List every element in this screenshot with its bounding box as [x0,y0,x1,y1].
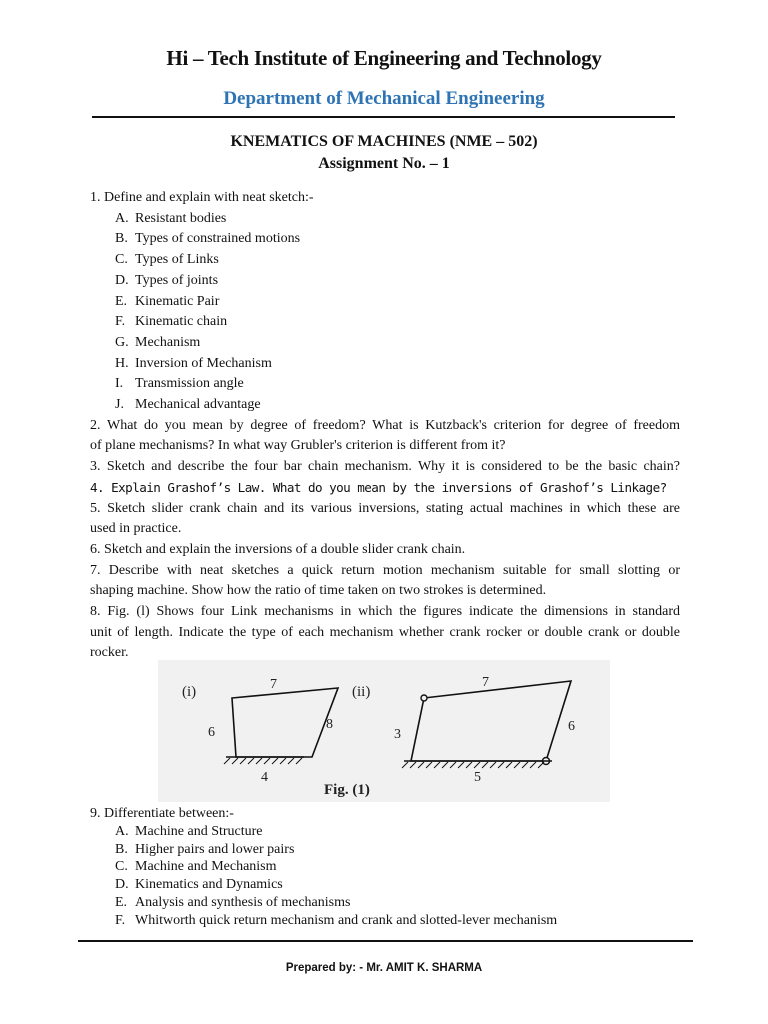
institute-title: Hi – Tech Institute of Engineering and Technology [166,46,602,70]
item-text: Analysis and synthesis of mechanisms [135,894,351,910]
question-7-line-2: shaping machine. Show how the ratio of time taken on two strokes is determined. [90,583,547,599]
question-list [90,188,680,664]
item-letter: I. [115,376,124,392]
item-text: Whitworth quick return mechanism and crank and slotted-lever mechanism [135,912,558,928]
q9-item-f [90,912,680,930]
question-5-line-2: used in practice. [90,521,182,537]
question-6: 6. Sketch and explain the inversions of a double slider crank chain. [90,541,466,557]
item-letter: B. [115,231,128,247]
q1-item-i [90,374,680,395]
item-letter: D. [115,877,129,893]
question-2-line-2: of plane mechanisms? In what way Grubler's criterion is different from it? [90,438,506,454]
q1-item-e [90,292,680,313]
item-letter: E. [115,293,128,309]
q9-item-c [90,858,680,876]
question-5-line-1: 5. Sketch slider crank chain and its various inversions, stating actual machines in which these are [90,500,680,516]
mechanism-ii-pivot [421,695,427,701]
q1-item-g [90,333,680,354]
q1-item-f [90,312,680,333]
prepared-by: Prepared by: - Mr. AMIT K. SHARMA [285,962,483,974]
mechanism-i-top-length: 7 [270,677,277,692]
item-text: Resistant bodies [135,210,227,226]
question-7-line-1: 7. Describe with neat sketches a quick return motion mechanism suitable for small slotting or [90,562,680,578]
q9-item-b [90,841,680,859]
item-letter: G. [115,334,129,350]
figure-label-ii: (ii) [352,684,371,700]
figure-label-i: (i) [182,684,197,700]
mechanism-i-left-length: 6 [208,725,215,740]
item-text: Mechanical advantage [135,397,261,413]
question-2-line-1: 2. What do you mean by degree of freedom? What is Kutzback's criterion for degree of freedom [90,417,680,433]
item-letter: F. [115,912,126,928]
mechanism-i-bottom-length: 4 [261,770,268,785]
item-letter: E. [115,894,128,910]
item-letter: J. [115,397,124,413]
item-text: Higher pairs and lower pairs [135,841,295,857]
item-letter: D. [115,272,129,288]
question-4: 4. Explain Grashof’s Law. What do you mean by the inversions of Grashof’s Linkage? [90,479,667,495]
q1-item-c [90,250,680,271]
question-8-line-3: rocker. [90,645,129,661]
item-text: Types of joints [135,272,219,288]
figure-caption: Fig. (1) [324,782,370,798]
item-text: Kinematics and Dynamics [135,877,283,893]
item-text: Inversion of Mechanism [135,355,272,371]
item-text: Types of constrained motions [135,231,301,247]
mechanism-ii-bottom-length: 5 [474,770,481,785]
item-text: Machine and Structure [135,824,263,839]
four-link-mechanism-figure [158,660,610,802]
q1-item-a [90,209,680,230]
course-title: KNEMATICS OF MACHINES (NME – 502) [230,133,538,150]
item-text: Machine and Mechanism [135,859,277,875]
item-letter: H. [115,355,129,371]
q1-item-b [90,229,680,250]
mechanism-ii-left-length: 3 [394,727,401,742]
q9-item-a [90,823,680,841]
mechanism-i-right-length: 8 [326,717,333,732]
department-title: Department of Mechanical Engineering [223,88,545,109]
footer-divider [78,940,693,942]
item-text: Mechanism [135,334,201,350]
q9-item-e [90,894,680,912]
item-text: Types of Links [135,252,219,268]
item-text: Kinematic Pair [135,293,220,309]
item-letter: B. [115,841,128,857]
mechanism-i-hatching [224,758,302,764]
q9-item-d [90,876,680,894]
question-9-text: 9. Differentiate between:- [90,806,234,821]
question-1: 1. Define and explain with neat sketch:- [90,190,314,205]
mechanism-ii-right-length: 6 [568,719,575,734]
q1-item-j [90,395,680,416]
q1-item-h [90,354,680,375]
question-9 [90,804,680,929]
item-letter: A. [115,824,129,839]
item-letter: C. [115,252,128,268]
mechanism-ii-top-length: 7 [482,675,489,690]
item-text: Transmission angle [135,376,244,392]
question-8-line-2: unit of length. Indicate the type of each mechanism whether crank rocker or double crank or double [90,624,680,640]
item-letter: C. [115,859,128,875]
header-divider [92,116,675,118]
assignment-number: Assignment No. – 1 [318,155,450,172]
item-letter: A. [115,210,129,226]
mechanism-ii-hatching [402,762,544,768]
question-8-line-1: 8. Fig. (l) Shows four Link mechanisms in which the figures indicate the dimensions in standard [90,604,680,620]
q1-item-d [90,271,680,292]
item-text: Kinematic chain [135,314,228,330]
item-letter: F. [115,314,126,330]
mechanism-i-links [232,688,338,757]
question-3: 3. Sketch and describe the four bar chain mechanism. Why it is considered to be the basic chain? [90,459,680,475]
mechanism-ii-links [411,681,571,761]
